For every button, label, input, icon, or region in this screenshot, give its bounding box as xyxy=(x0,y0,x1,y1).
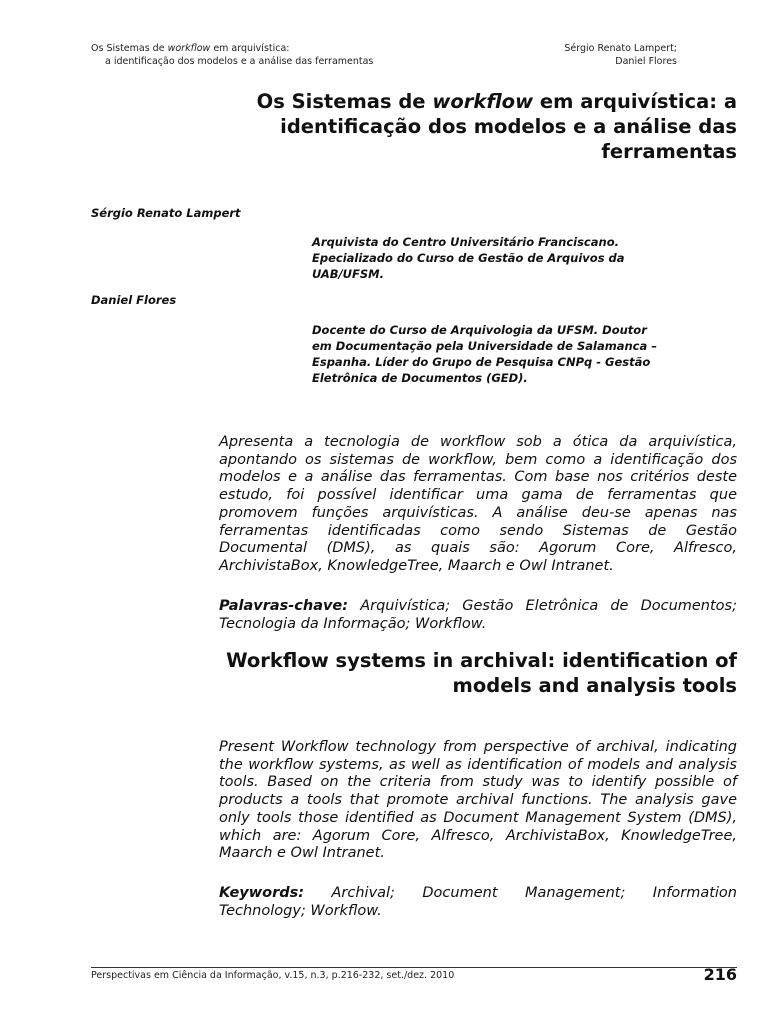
running-header-left-line2: a identificação dos modelos e a análise das ferramentas xyxy=(105,56,374,67)
paper-title-en: Workflow systems in archival: identification of models and analysis tools xyxy=(226,649,737,697)
paper-title-pt: Os Sistemas de workflow em arquivística: a identificação dos modelos e a análise das ferramentas xyxy=(256,90,737,163)
keywords-pt-label: Palavras-chave: xyxy=(219,598,349,614)
abstract-en: Present Workflow technology from perspective of archival, indicating the workflow systems, as well as identification of models and analysis tools. Based on the criteria from study was to identify possible of products a tools that promote archival functions. The analysis gave only tools those identified as Document Management System (DMS), which are: Agorum Core, Alfresco, ArchivistaBox, KnowledgeTree, Maarch e Owl Intranet. xyxy=(219,739,737,862)
author-name-2: Daniel Flores xyxy=(91,293,177,307)
footer-divider xyxy=(91,967,737,968)
author-affiliation-2: Docente do Curso de Arquivologia da UFSM. Doutor em Documentação pela Universidade de Salamanca – Espanha. Líder do Grupo de Pesquisa CNPq - Gestão Eletrônica de Documentos (GED). xyxy=(312,323,657,385)
footer-citation: Perspectivas em Ciência da Informação, v.15, n.3, p.216-232, set./dez. 2010 xyxy=(91,970,455,981)
keywords-pt-text: Arquivística; Gestão Eletrônica de Documentos; Tecnologia da Informação; Workflow. xyxy=(219,598,737,632)
keywords-en-text: Archival; Document Management; Information Technology; Workflow. xyxy=(219,885,737,919)
author-affiliation-1: Arquivista do Centro Universitário Franciscano. Epecializado do Curso de Gestão de Arquivos da UAB/UFSM. xyxy=(312,235,625,281)
running-header-left-line1: Os Sistemas de workflow em arquivística: xyxy=(91,43,290,54)
abstract-pt: Apresenta a tecnologia de workflow sob a ótica da arquivística, apontando os sistemas de workflow, bem como a identificação dos modelos e a análise das ferramentas. Com base nos critérios deste estudo, foi possível identificar uma gama de ferramentas que promovem funções arquivísticas. A análise deu-se apenas nas ferramentas identificadas como sendo Sistemas de Gestão Documental (DMS), as quais são: Agorum Core, Alfresco, ArchivistaBox, KnowledgeTree, Maarch e Owl Intranet. xyxy=(219,434,737,574)
keywords-en xyxy=(219,885,737,920)
running-header-author-2: Daniel Flores xyxy=(615,56,677,67)
keywords-pt xyxy=(219,598,737,633)
keywords-en-label: Keywords: xyxy=(219,885,305,901)
page-number: 216 xyxy=(703,965,737,984)
author-name-1: Sérgio Renato Lampert xyxy=(91,206,241,220)
running-header-right xyxy=(564,42,677,68)
running-header-author-1: Sérgio Renato Lampert; xyxy=(564,43,677,54)
running-header-left xyxy=(91,42,373,68)
